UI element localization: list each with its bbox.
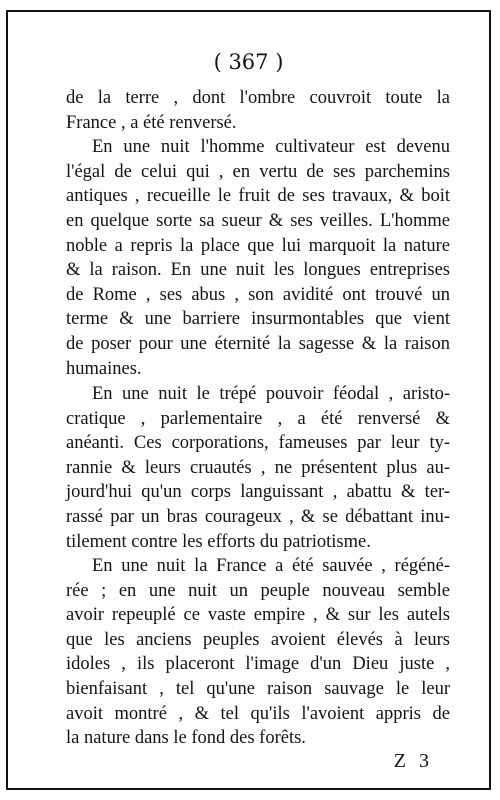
text-block-middle	[66, 382, 450, 554]
paragraph-2	[66, 135, 450, 381]
text-line: rannie & leurs cruautés , ne présentent plus au-	[66, 457, 450, 478]
text-line: cratique , parlementaire , a été renversé &	[66, 408, 450, 429]
text-line: avoit montré , & tel qu'ils l'avoient appris de	[66, 703, 450, 724]
text-line: antiques , recueille le fruit de ses travaux, & boit	[66, 186, 450, 207]
text-line: En une nuit l'homme cultivateur est devenu	[92, 137, 450, 158]
paragraph-3	[66, 382, 450, 554]
page-number: ( 367 )	[213, 50, 284, 74]
text-line: bienfaisant , tel qu'une raison sauvage le leur	[66, 678, 450, 699]
text-line: anéanti. Ces corporations, fameuses par leur ty-	[66, 433, 450, 454]
text-line: noble a repris la place que lui marquoit la nature	[66, 235, 450, 256]
paragraph-4	[66, 554, 450, 751]
text-block-bottom	[66, 554, 450, 751]
text-block-top	[66, 86, 450, 381]
text-line: l'égal de celui qui , en vertu de ses parchemins	[66, 161, 450, 182]
text-line: jourd'hui qu'un corps languissant , abattu & ter-	[66, 482, 450, 503]
page-frame	[6, 10, 491, 790]
paragraph-1	[66, 86, 450, 135]
text-line: la nature dans le fond des forêts.	[66, 728, 306, 749]
text-line: terme & une barriere insurmontables que vient	[66, 309, 450, 330]
text-line: en quelque sorte sa sueur & ses veilles. L'homme	[66, 210, 450, 231]
text-line: rassé par un bras courageux , & se débattant inu-	[66, 506, 450, 527]
text-line: tilement contre les efforts du patriotisme.	[66, 531, 371, 552]
text-line: de la terre , dont l'ombre couvroit toute la	[66, 88, 450, 108]
text-line: France , a été renversé.	[66, 112, 237, 133]
text-line: de Rome , ses abus , son avidité ont trouvé un	[66, 284, 450, 305]
text-line: En une nuit la France a été sauvée , régéné-	[92, 556, 450, 576]
text-line: de poser pour une éternité la sagesse & la raison	[66, 333, 450, 354]
text-line: idoles , ils placeront l'image d'un Dieu juste ,	[66, 654, 450, 675]
text-line: rée ; en une nuit un peuple nouveau semble	[66, 580, 450, 601]
signature-mark: Z 3	[393, 750, 433, 772]
text-line: En une nuit le trépé pouvoir féodal , aristo-	[92, 384, 450, 404]
text-line: que les anciens peuples avoient élevés à leurs	[66, 629, 450, 650]
text-line: humaines.	[66, 358, 142, 379]
text-line: avoir repeuplé ce vaste empire , & sur les autels	[66, 605, 450, 626]
text-line: & la raison. En une nuit les longues entreprises	[66, 260, 450, 281]
